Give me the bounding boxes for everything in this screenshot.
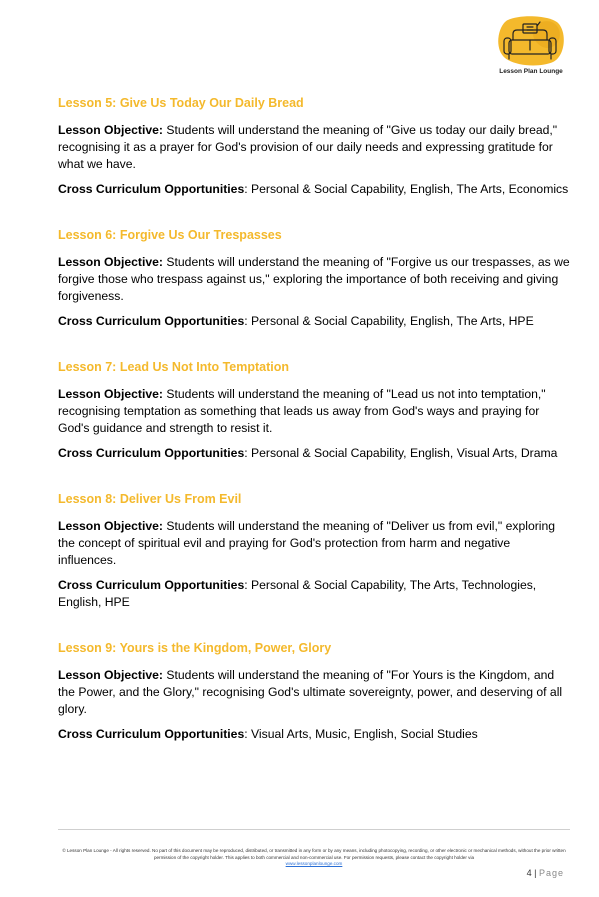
- cross-text: : Visual Arts, Music, English, Social Studies: [244, 727, 478, 741]
- lesson-objective: [58, 254, 570, 305]
- cross-curriculum: [58, 726, 570, 743]
- page-label: Page: [538, 868, 564, 878]
- cross-curriculum: [58, 181, 570, 198]
- objective-text: Students will understand the meaning of "Forgive us our trespasses, as we forgive those who trespass against us," exploring the importance of both receiving and giving forgiveness.: [58, 255, 570, 303]
- brand-logo: [493, 16, 569, 82]
- objective-label: Lesson Objective:: [58, 519, 163, 533]
- lesson-objective: [58, 667, 570, 718]
- cross-text: : Personal & Social Capability, English, The Arts, HPE: [244, 314, 534, 328]
- brand-name: Lesson Plan Lounge: [499, 68, 563, 75]
- lesson-objective: [58, 518, 570, 569]
- cross-curriculum: [58, 577, 570, 611]
- lesson-item: [58, 360, 570, 462]
- lesson-title: Lesson 8: Deliver Us From Evil: [58, 492, 242, 506]
- lesson-objective: [58, 386, 570, 437]
- page-number-value: 4: [526, 868, 532, 878]
- lesson-title: Lesson 5: Give Us Today Our Daily Bread: [58, 96, 304, 110]
- cross-label: Cross Curriculum Opportunities: [58, 578, 245, 592]
- footer-copyright: [60, 848, 568, 868]
- cross-label: Cross Curriculum Opportunities: [58, 446, 245, 460]
- cross-curriculum: [58, 313, 570, 330]
- objective-label: Lesson Objective:: [58, 668, 163, 682]
- copyright-text: © Lesson Plan Lounge - All rights reserved. No part of this document may be reproduced, distributed, or transmitted in any form or by any means, including photocopying, recording, or other electronic or mechanical methods, without the prior written permission of the copyright holder. This applies to both commercial and non-commercial use. For permission requests, please contact the copyright holder via: [62, 848, 566, 860]
- page-number: [527, 868, 564, 878]
- couch-logo-icon: [493, 16, 569, 68]
- footer-divider: [58, 829, 570, 830]
- lesson-title: Lesson 7: Lead Us Not Into Temptation: [58, 360, 290, 374]
- cross-label: Cross Curriculum Opportunities: [58, 314, 245, 328]
- lesson-item: [58, 228, 570, 330]
- objective-text: Students will understand the meaning of "Lead us not into temptation," recognising temptation as something that leads us away from God's ways and praying for God's guidance and strength to resist it.: [58, 387, 546, 435]
- lesson-objective: [58, 122, 570, 173]
- lesson-list: [58, 96, 570, 773]
- cross-text: : Personal & Social Capability, English, Visual Arts, Drama: [244, 446, 558, 460]
- lesson-item: [58, 641, 570, 743]
- cross-curriculum: [58, 445, 570, 462]
- cross-text: : Personal & Social Capability, English, The Arts, Economics: [244, 182, 569, 196]
- lesson-title: Lesson 9: Yours is the Kingdom, Power, Glory: [58, 641, 332, 655]
- objective-label: Lesson Objective:: [58, 255, 163, 269]
- objective-text: Students will understand the meaning of "Give us today our daily bread," recognising it as a prayer for God's provision of our daily needs and expressing gratitude for what we have.: [58, 123, 558, 171]
- objective-label: Lesson Objective:: [58, 387, 163, 401]
- objective-text: Students will understand the meaning of "For Yours is the Kingdom, and the Power, and the Glory," recognising God's ultimate sovereignty, power, and deserving of all glory.: [58, 668, 563, 716]
- objective-text: Students will understand the meaning of "Deliver us from evil," exploring the concept of spiritual evil and praying for God's protection from harm and negative influences.: [58, 519, 556, 567]
- lesson-item: [58, 96, 570, 198]
- cross-label: Cross Curriculum Opportunities: [58, 182, 245, 196]
- lesson-title: Lesson 6: Forgive Us Our Trespasses: [58, 228, 282, 242]
- lesson-item: [58, 492, 570, 611]
- cross-text: : Personal & Social Capability, The Arts, Technologies, English, HPE: [58, 578, 537, 609]
- page-separator: |: [531, 868, 539, 878]
- website-link[interactable]: www.lessonplanlounge.com: [285, 861, 343, 866]
- objective-label: Lesson Objective:: [58, 123, 163, 137]
- cross-label: Cross Curriculum Opportunities: [58, 727, 245, 741]
